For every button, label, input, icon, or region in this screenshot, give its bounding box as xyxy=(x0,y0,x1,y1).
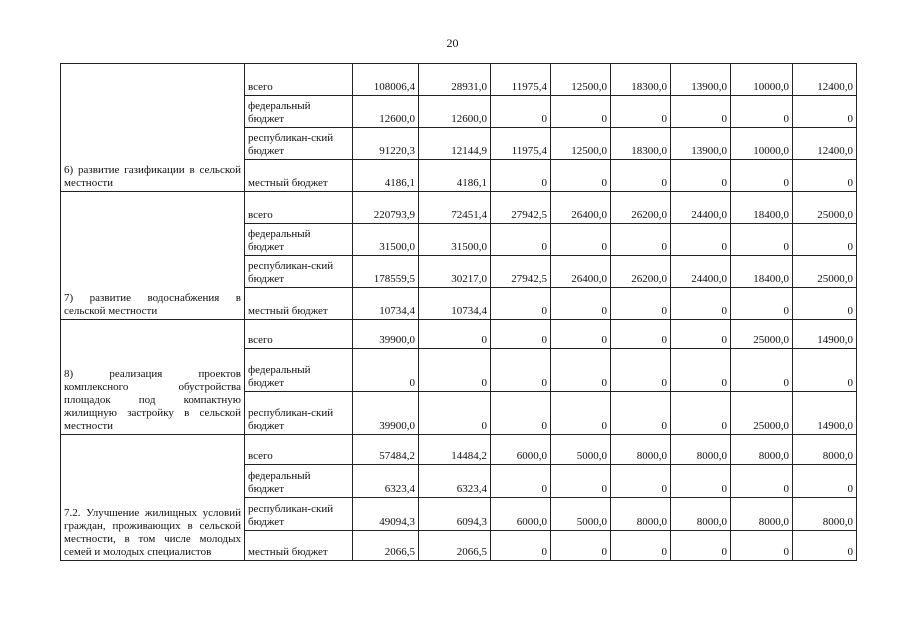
amount-cell: 91220,3 xyxy=(353,128,419,160)
amount-cell: 2066,5 xyxy=(353,531,419,561)
funding-source: федеральный бюджет xyxy=(245,349,353,392)
amount-cell: 0 xyxy=(551,392,611,435)
funding-source: федеральный бюджет xyxy=(245,96,353,128)
amount-cell: 18400,0 xyxy=(731,192,793,224)
amount-cell: 8000,0 xyxy=(793,435,857,465)
amount-cell: 27942,5 xyxy=(491,256,551,288)
amount-cell: 0 xyxy=(419,320,491,349)
amount-cell: 0 xyxy=(491,224,551,256)
funding-source: всего xyxy=(245,64,353,96)
amount-cell: 0 xyxy=(611,224,671,256)
amount-cell: 27942,5 xyxy=(491,192,551,224)
amount-cell: 11975,4 xyxy=(491,128,551,160)
amount-cell: 10000,0 xyxy=(731,128,793,160)
amount-cell: 18400,0 xyxy=(731,256,793,288)
amount-cell: 0 xyxy=(419,392,491,435)
amount-cell: 0 xyxy=(731,531,793,561)
amount-cell: 0 xyxy=(793,349,857,392)
amount-cell: 0 xyxy=(731,160,793,192)
amount-cell: 0 xyxy=(671,349,731,392)
amount-cell: 0 xyxy=(671,224,731,256)
amount-cell: 0 xyxy=(491,392,551,435)
amount-cell: 0 xyxy=(731,96,793,128)
amount-cell: 8000,0 xyxy=(671,498,731,531)
amount-cell: 11975,4 xyxy=(491,64,551,96)
amount-cell: 12400,0 xyxy=(793,64,857,96)
amount-cell: 0 xyxy=(611,531,671,561)
amount-cell: 8000,0 xyxy=(611,498,671,531)
amount-cell: 2066,5 xyxy=(419,531,491,561)
amount-cell: 25000,0 xyxy=(793,192,857,224)
amount-cell: 0 xyxy=(551,96,611,128)
amount-cell: 0 xyxy=(419,349,491,392)
amount-cell: 0 xyxy=(491,465,551,498)
amount-cell: 6000,0 xyxy=(491,435,551,465)
section-title: 7) развитие водоснабжения в сельской местности xyxy=(61,192,245,320)
amount-cell: 8000,0 xyxy=(731,435,793,465)
amount-cell: 0 xyxy=(731,349,793,392)
amount-cell: 12500,0 xyxy=(551,64,611,96)
section-title: 8) реализация проектов комплексного обустройства площадок под компактную жилищную застройку в сельской местности xyxy=(61,320,245,435)
amount-cell: 0 xyxy=(671,96,731,128)
amount-cell: 12600,0 xyxy=(353,96,419,128)
amount-cell: 0 xyxy=(793,531,857,561)
amount-cell: 0 xyxy=(491,96,551,128)
funding-source: всего xyxy=(245,192,353,224)
amount-cell: 0 xyxy=(551,349,611,392)
amount-cell: 0 xyxy=(793,96,857,128)
amount-cell: 14484,2 xyxy=(419,435,491,465)
funding-source: республикан-ский бюджет xyxy=(245,392,353,435)
funding-source: федеральный бюджет xyxy=(245,465,353,498)
amount-cell: 0 xyxy=(671,160,731,192)
amount-cell: 26400,0 xyxy=(551,256,611,288)
funding-source: всего xyxy=(245,320,353,349)
amount-cell: 4186,1 xyxy=(353,160,419,192)
amount-cell: 0 xyxy=(551,465,611,498)
amount-cell: 0 xyxy=(551,160,611,192)
amount-cell: 0 xyxy=(491,320,551,349)
amount-cell: 30217,0 xyxy=(419,256,491,288)
table-row xyxy=(61,192,857,224)
amount-cell: 5000,0 xyxy=(551,498,611,531)
funding-source: республикан-ский бюджет xyxy=(245,498,353,531)
amount-cell: 31500,0 xyxy=(419,224,491,256)
amount-cell: 0 xyxy=(671,465,731,498)
amount-cell: 72451,4 xyxy=(419,192,491,224)
amount-cell: 12400,0 xyxy=(793,128,857,160)
amount-cell: 0 xyxy=(353,349,419,392)
amount-cell: 178559,5 xyxy=(353,256,419,288)
amount-cell: 25000,0 xyxy=(731,320,793,349)
amount-cell: 0 xyxy=(611,349,671,392)
section-title: 7.2. Улучшение жилищных условий граждан, проживающих в сельской местности, в том числе молодых семей и молодых специалистов xyxy=(61,435,245,561)
amount-cell: 13900,0 xyxy=(671,128,731,160)
amount-cell: 24400,0 xyxy=(671,256,731,288)
amount-cell: 0 xyxy=(793,160,857,192)
amount-cell: 0 xyxy=(611,160,671,192)
amount-cell: 0 xyxy=(671,320,731,349)
amount-cell: 12500,0 xyxy=(551,128,611,160)
amount-cell: 0 xyxy=(671,288,731,320)
page-number: 20 xyxy=(446,36,459,50)
amount-cell: 6323,4 xyxy=(353,465,419,498)
amount-cell: 8000,0 xyxy=(671,435,731,465)
amount-cell: 0 xyxy=(551,224,611,256)
amount-cell: 0 xyxy=(793,465,857,498)
amount-cell: 14900,0 xyxy=(793,320,857,349)
amount-cell: 26200,0 xyxy=(611,256,671,288)
amount-cell: 28931,0 xyxy=(419,64,491,96)
funding-source: местный бюджет xyxy=(245,531,353,561)
amount-cell: 0 xyxy=(491,349,551,392)
amount-cell: 220793,9 xyxy=(353,192,419,224)
amount-cell: 0 xyxy=(611,288,671,320)
amount-cell: 31500,0 xyxy=(353,224,419,256)
amount-cell: 0 xyxy=(611,392,671,435)
amount-cell: 6000,0 xyxy=(491,498,551,531)
amount-cell: 0 xyxy=(551,531,611,561)
amount-cell: 108006,4 xyxy=(353,64,419,96)
amount-cell: 25000,0 xyxy=(793,256,857,288)
section-title: 6) развитие газификации в сельской местности xyxy=(61,64,245,192)
amount-cell: 10734,4 xyxy=(419,288,491,320)
funding-source: республикан-ский бюджет xyxy=(245,256,353,288)
amount-cell: 12600,0 xyxy=(419,96,491,128)
amount-cell: 0 xyxy=(793,224,857,256)
amount-cell: 8000,0 xyxy=(731,498,793,531)
amount-cell: 0 xyxy=(491,288,551,320)
amount-cell: 13900,0 xyxy=(671,64,731,96)
amount-cell: 0 xyxy=(731,288,793,320)
amount-cell: 0 xyxy=(671,392,731,435)
amount-cell: 6094,3 xyxy=(419,498,491,531)
amount-cell: 39900,0 xyxy=(353,320,419,349)
table-row xyxy=(61,64,857,96)
funding-source: республикан-ский бюджет xyxy=(245,128,353,160)
amount-cell: 0 xyxy=(551,288,611,320)
amount-cell: 6323,4 xyxy=(419,465,491,498)
amount-cell: 26200,0 xyxy=(611,192,671,224)
amount-cell: 12144,9 xyxy=(419,128,491,160)
amount-cell: 24400,0 xyxy=(671,192,731,224)
funding-source: всего xyxy=(245,435,353,465)
funding-source: местный бюджет xyxy=(245,160,353,192)
amount-cell: 0 xyxy=(611,320,671,349)
amount-cell: 0 xyxy=(731,465,793,498)
amount-cell: 8000,0 xyxy=(611,435,671,465)
amount-cell: 18300,0 xyxy=(611,128,671,160)
amount-cell: 25000,0 xyxy=(731,392,793,435)
amount-cell: 14900,0 xyxy=(793,392,857,435)
funding-source: федеральный бюджет xyxy=(245,224,353,256)
amount-cell: 0 xyxy=(793,288,857,320)
amount-cell: 0 xyxy=(491,160,551,192)
amount-cell: 39900,0 xyxy=(353,392,419,435)
amount-cell: 4186,1 xyxy=(419,160,491,192)
amount-cell: 0 xyxy=(671,531,731,561)
amount-cell: 57484,2 xyxy=(353,435,419,465)
budget-table xyxy=(60,63,857,561)
table-row xyxy=(61,320,857,349)
amount-cell: 10000,0 xyxy=(731,64,793,96)
amount-cell: 8000,0 xyxy=(793,498,857,531)
table-row xyxy=(61,435,857,465)
amount-cell: 49094,3 xyxy=(353,498,419,531)
amount-cell: 0 xyxy=(491,531,551,561)
amount-cell: 0 xyxy=(731,224,793,256)
amount-cell: 10734,4 xyxy=(353,288,419,320)
amount-cell: 0 xyxy=(551,320,611,349)
funding-source: местный бюджет xyxy=(245,288,353,320)
amount-cell: 0 xyxy=(611,96,671,128)
amount-cell: 26400,0 xyxy=(551,192,611,224)
amount-cell: 0 xyxy=(611,465,671,498)
amount-cell: 18300,0 xyxy=(611,64,671,96)
amount-cell: 5000,0 xyxy=(551,435,611,465)
